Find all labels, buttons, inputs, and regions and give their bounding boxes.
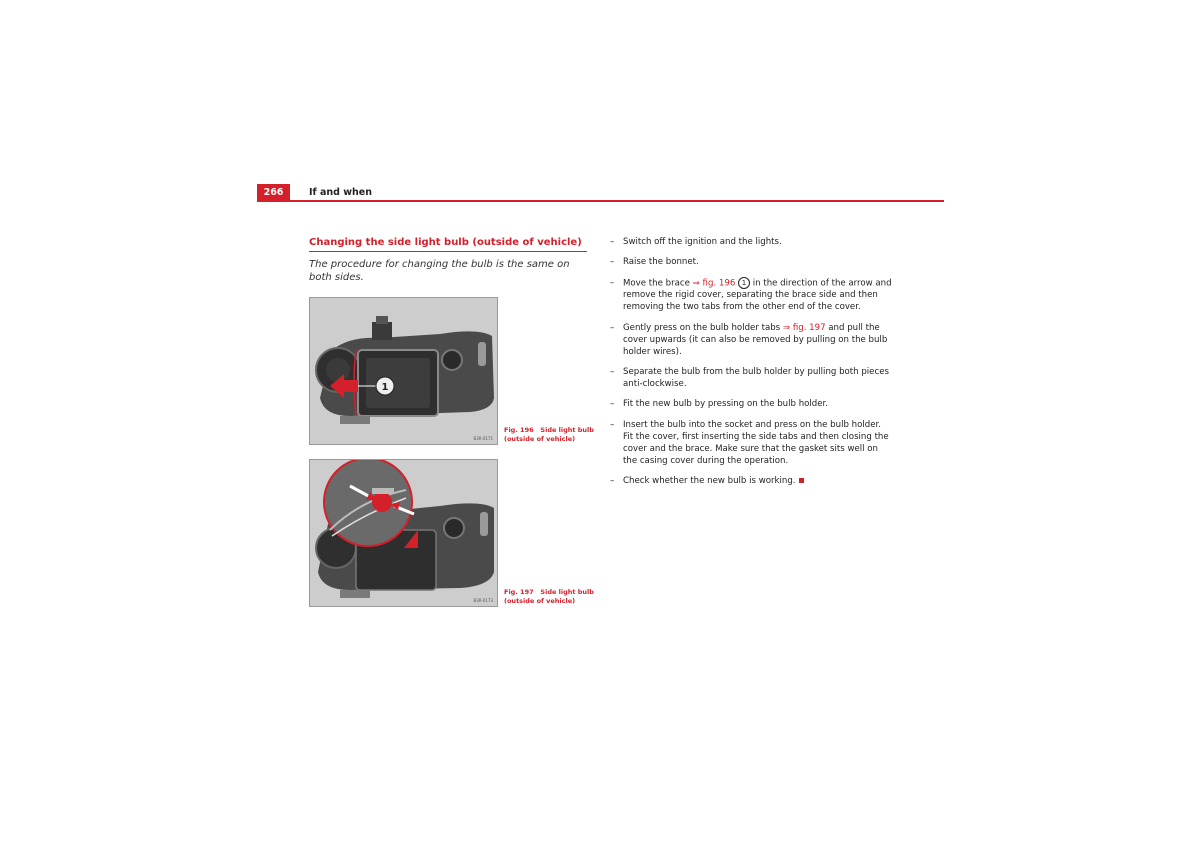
step-item: – Gently press on the bulb holder tabs ⇒ fig. 197 and pull the cover upwards (it can also be removed by pulling on the bulb holder wires). xyxy=(610,322,888,357)
step-item: – Separate the bulb from the bulb holder by pulling both pieces anti-clockwise. xyxy=(610,367,889,390)
figure-196-label: Fig. 196 xyxy=(504,426,534,434)
section-intro: The procedure for changing the bulb is the same on both sides. xyxy=(309,259,570,283)
figure-197-caption-text: Side light bulb (outside of vehicle) xyxy=(504,588,594,605)
figure-196-code: B3R-0171 xyxy=(473,436,493,441)
bulb-holder-illustration xyxy=(310,460,497,606)
section-end-mark xyxy=(799,478,804,483)
header-rule xyxy=(257,200,944,202)
figure-196-caption-text: Side light bulb (outside of vehicle) xyxy=(504,426,594,443)
headlight-cover-illustration xyxy=(310,298,497,444)
step-item: – Fit the new bulb by pressing on the bulb holder. xyxy=(610,399,829,410)
figure-197-caption xyxy=(504,588,594,605)
figure-197-image xyxy=(309,459,498,607)
callout-1: 1 xyxy=(738,277,750,289)
figure-196-caption xyxy=(504,426,594,443)
step-item: – Raise the bonnet. xyxy=(610,257,699,268)
section-title: Changing the side light bulb (outside of vehicle) xyxy=(309,237,587,252)
page-number: 266 xyxy=(257,184,290,202)
step-item: – Insert the bulb into the socket and press on the bulb holder. Fit the cover, first inserting the side tabs and then closing the cover and the brace. Make sure that the gasket sits well on the casing cover during the operation. xyxy=(610,419,889,466)
figure-196-link[interactable]: ⇒ fig. 196 xyxy=(692,278,736,289)
step-item: – Switch off the ignition and the lights. xyxy=(610,237,782,247)
step-item: – Move the brace ⇒ fig. 196 1 in the direction of the arrow and remove the rigid cover, separating the brace side and then removing the two tabs from the other end of the cover. xyxy=(610,277,892,313)
procedure-steps xyxy=(610,236,892,496)
figure-197-label: Fig. 197 xyxy=(504,588,534,596)
figure-197-link[interactable]: ⇒ fig. 197 xyxy=(782,322,826,333)
figure-196-image xyxy=(309,297,498,445)
figure-197-code: B3R-0173 xyxy=(473,598,493,603)
step-item: – Check whether the new bulb is working. xyxy=(610,475,892,487)
chapter-title: If and when xyxy=(309,187,373,198)
figure-196-callout: 1 xyxy=(381,382,389,393)
